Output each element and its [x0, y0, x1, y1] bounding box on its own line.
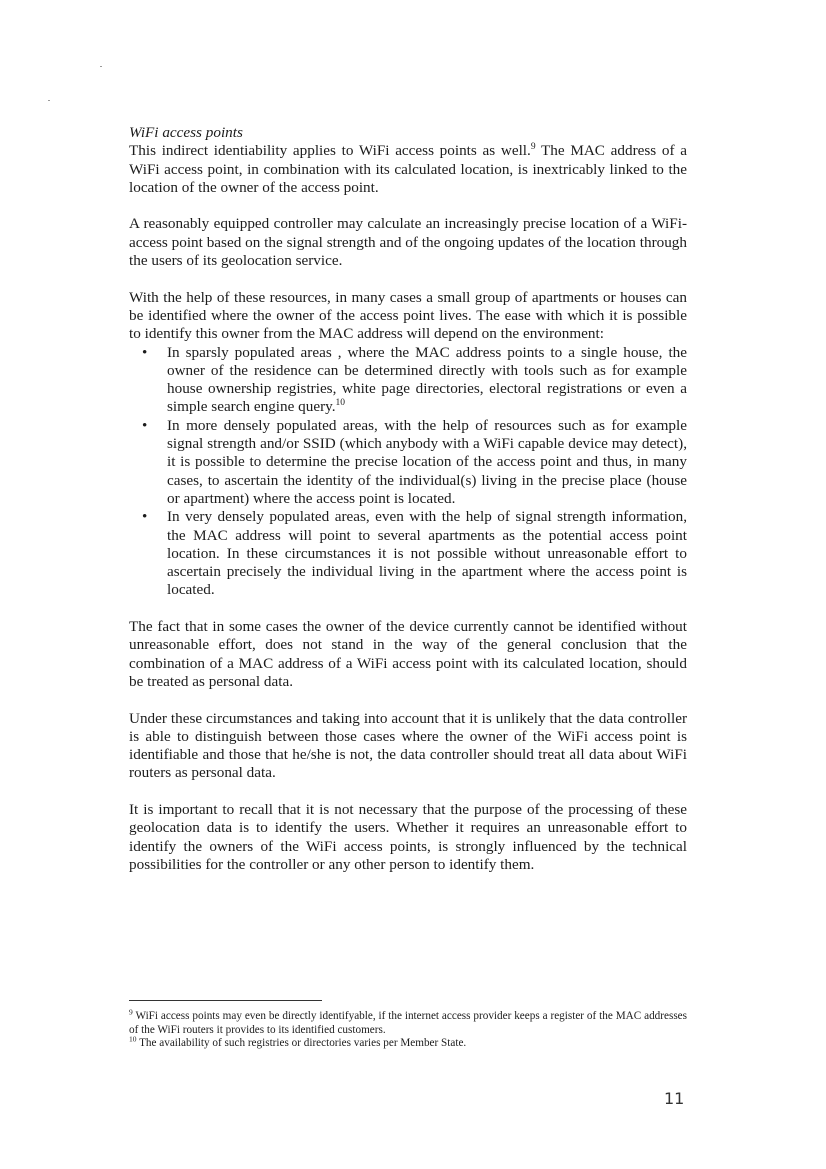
bullet-icon: • — [142, 343, 148, 361]
body-text — [129, 124, 687, 874]
paragraph-5: Under these circumstances and taking into account that it is unlikely that the data controller is able to distinguish between those cases where the owner of the WiFi access point is identifiable and those that he/she is not, the data controller should treat all data about WiFi routers as personal data. — [129, 709, 687, 782]
footnote-ref-10[interactable]: 10 — [335, 398, 346, 409]
paragraph-4: The fact that in some cases the owner of the device currently cannot be identified without unreasonable effort, does not stand in the way of the general conclusion that the combination of a MAC address of a WiFi access point with its calculated location, should be treated as personal data. — [129, 618, 687, 690]
list-item — [142, 508, 687, 599]
paragraph-3: With the help of these resources, in many cases a small group of apartments or houses can be identified where the owner of the access point lives. The ease with which it is possible to identify this owner from the MAC address will depend on the environment: — [129, 288, 687, 343]
footnote-number: 9 — [129, 1007, 133, 1017]
bullet-icon: • — [142, 508, 148, 526]
footnote-10 — [129, 1034, 687, 1051]
list-item-text: In very densely populated areas, even with the help of signal strength information, the MAC address will point to several apartments as the potential access point location. In these circumstances it is not possible without unreasonable effort to ascertain precisely the individual living in the apartment where the access point is located. — [167, 508, 687, 599]
footnote-text: The availability of such registries or directories varies per Member State. — [136, 1037, 467, 1050]
footnote-ref-9[interactable]: 9 — [530, 142, 536, 153]
list-item — [142, 344, 687, 417]
scan-speck — [100, 66, 102, 67]
paragraph-6: It is important to recall that it is not necessary that the purpose of the processing of these geolocation data is to identify the users. Whether it requires an unreasonable effort to identify the owners of the WiFi access points, is strongly influenced by the technical possibilities for the controller or any other person to identify them. — [129, 800, 687, 873]
section-heading: WiFi access points — [129, 124, 243, 141]
bullet-list — [129, 344, 687, 600]
scan-speck — [48, 100, 50, 101]
paragraph-2: A reasonably equipped controller may calculate an increasingly precise location of a WiFi-access point based on the signal strength and of the ongoing updates of the location through the users of its geolocation service. — [129, 215, 687, 270]
list-item-text: In sparsly populated areas , where the MAC address points to a single house, the owner of the residence can be determined directly with tools such as for example house ownership registries, white page directories, electoral registrations or even a simple search engine query. — [167, 343, 687, 416]
footnote-9 — [129, 1007, 687, 1037]
footnote-number: 10 — [129, 1034, 137, 1044]
footnote-text: WiFi access points may even be directly identifyable, if the internet access provider keeps a register of the MAC addresses of the WiFi routers it provides to its identified customers. — [129, 1010, 687, 1036]
footnote-divider — [129, 1000, 322, 1001]
intro-text-after: The MAC address of a WiFi access point, in combination with its calculated location, is inextricably linked to the location of the owner of the access point. — [129, 142, 687, 196]
intro-text: This indirect identiability applies to WiFi access points as well. — [129, 142, 531, 160]
page-number: 11 — [664, 1089, 685, 1108]
list-item-text: In more densely populated areas, with the help of resources such as for example signal strength and/or SSID (which anybody with a WiFi capable device may detect), it is possible to determine the precise location of the access point and thus, in many cases, to ascertain the identity of the individual(s) living in the precise place (house or apartment) where the access point is located. — [167, 416, 687, 507]
list-item — [142, 417, 687, 508]
bullet-icon: • — [142, 416, 148, 434]
paragraph-intro — [129, 142, 687, 197]
footnotes — [129, 1007, 687, 1051]
